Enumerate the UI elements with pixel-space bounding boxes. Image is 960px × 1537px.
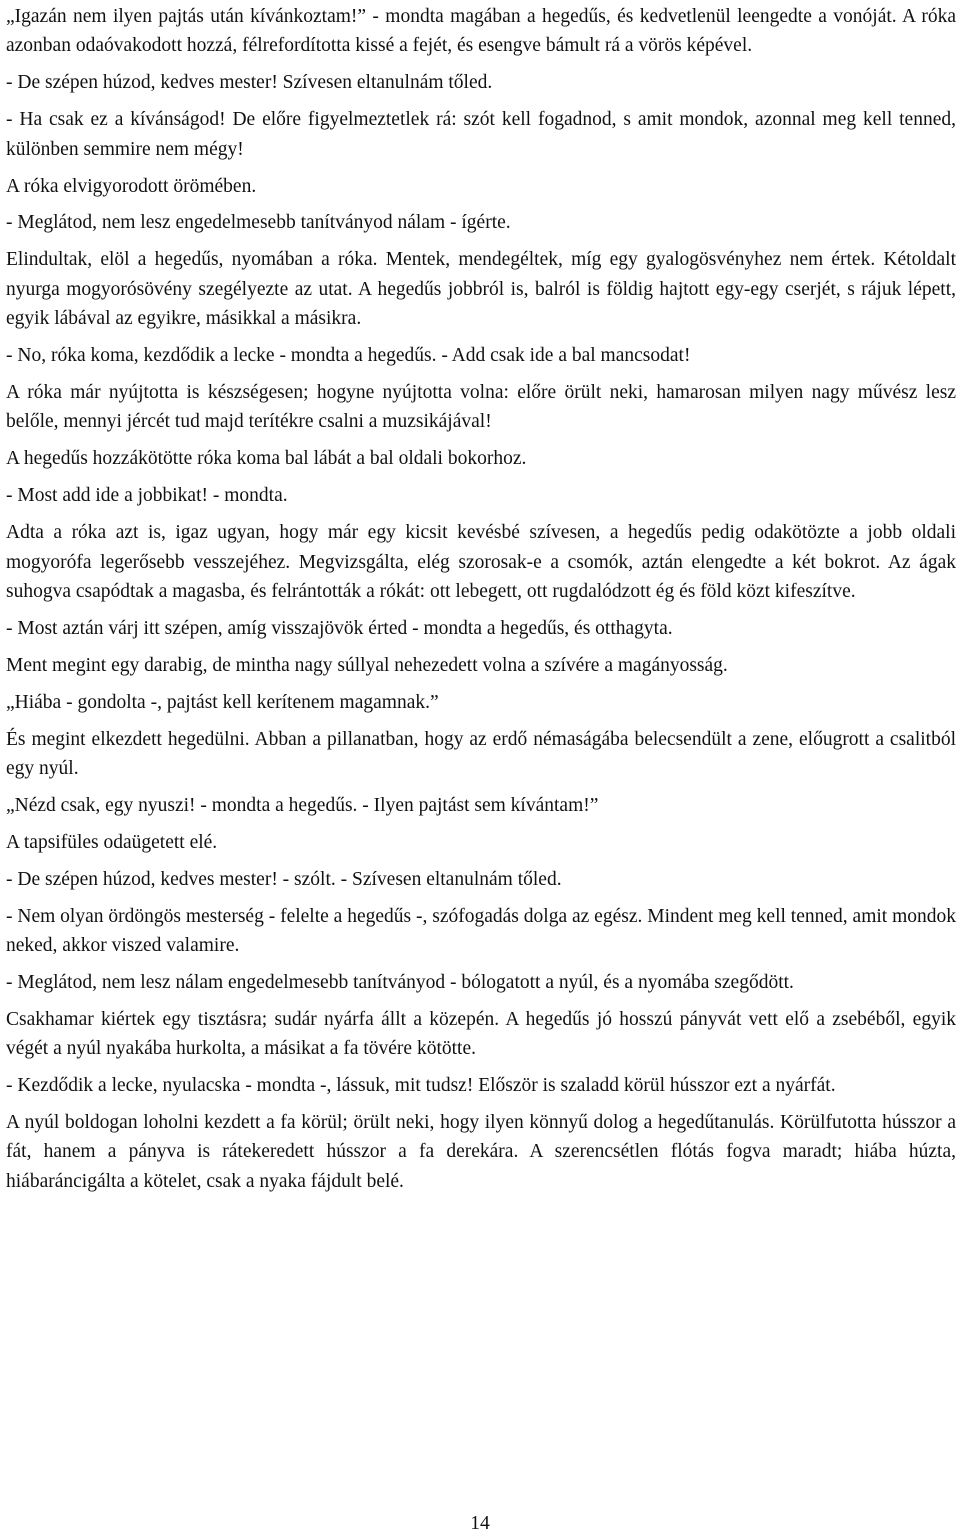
paragraph: - Meglátod, nem lesz engedelmesebb tanítványod nálam - ígérte. <box>6 212 511 234</box>
paragraph: „Nézd csak, egy nyuszi! - mondta a hegedűs. - Ilyen pajtást sem kívántam!” <box>6 794 599 816</box>
paragraph: A róka elvigyorodott örömében. <box>6 175 257 197</box>
paragraph: A hegedűs hozzákötötte róka koma bal lábát a bal oldali bokorhoz. <box>6 448 527 470</box>
paragraph: - De szépen húzod, kedves mester! Szívesen eltanulnám tőled. <box>6 72 493 94</box>
paragraph: - Most add ide a jobbikat! - mondta. <box>6 485 288 507</box>
page-number: 14 <box>470 1513 490 1534</box>
paragraph: - De szépen húzod, kedves mester! - szólt. - Szívesen eltanulnám tőled. <box>6 868 562 890</box>
paragraph: - Nem olyan ördöngös mesterség - felelte a hegedűs -, szófogadás dolga az egész. Mindent meg kell tenned, amit mondok neked, akkor viszed valamire. <box>6 905 956 956</box>
paragraph: Elindultak, elöl a hegedűs, nyomában a róka. Mentek, mendegéltek, míg egy gyalogösvényhez nem értek. Kétoldalt nyurga mogyorósövény szegélyezte az utat. A hegedűs jobbról is, balról is földig hajtott egy-egy cserjét, s rájuk lépett, egyik lábával az egyikre, másikkal a másikra. <box>6 249 956 330</box>
paragraph: Adta a róka azt is, igaz ugyan, hogy már egy kicsit kevésbé szívesen, a hegedűs pedig odakötözte a jobb oldali mogyorófa legerősebb vesszejéhez. Megvizsgálta, elég szorosak-e a csomók, aztán elengedte a két bokrot. Az ágak suhogva csapódtak a magasba, és felrántották a rókát: ott lebegett, ott rugdalódzott ég és föld közt kifeszítve. <box>6 522 956 602</box>
paragraph: - No, róka koma, kezdődik a lecke - mondta a hegedűs. - Add csak ide a bal mancsodat! <box>6 345 691 367</box>
paragraph: - Kezdődik a lecke, nyulacska - mondta -, lássuk, mit tudsz! Először is szaladd körül hússzor ezt a nyárfát. <box>6 1075 836 1097</box>
paragraph: Csakhamar kiértek egy tisztásra; sudár nyárfa állt a közepén. A hegedűs jó hosszú pányvát vett elő a zsebéből, egyik végét a nyúl nyakába hurkolta, a másikat a fa tövére kötötte. <box>6 1008 956 1060</box>
paragraph: - Most aztán várj itt szépen, amíg visszajövök érted - mondta a hegedűs, és otthagyta. <box>6 617 673 639</box>
paragraph: - Meglátod, nem lesz nálam engedelmesebb tanítványod - bólogatott a nyúl, és a nyomába szegődött. <box>6 971 794 993</box>
paragraph: A tapsifüles odaügetett elé. <box>6 831 218 853</box>
paragraph: „Igazán nem ilyen pajtás után kívánkoztam!” - mondta magában a hegedűs, és kedvetlenül leengedte a vonóját. A róka azonban odaóvakodott hozzá, félrefordította kissé a fejét, és esengve bámult rá a vörös képével. <box>6 6 956 57</box>
paragraph: - Ha csak ez a kívánságod! De előre figyelmeztetlek rá: szót kell fogadnod, s amit mondok, azonnal meg kell tenned, különben semmire nem mégy! <box>6 109 956 160</box>
paragraph: Ment megint egy darabig, de mintha nagy súllyal nehezedett volna a szívére a magányosság. <box>6 654 728 676</box>
document-page <box>6 2 956 1204</box>
paragraph: A róka már nyújtotta is készségesen; hogyne nyújtotta volna: előre örült neki, hamarosan milyen nagy művész lesz belőle, mennyi jércét tud majd terítékre csalni a muzsikájával! <box>6 381 956 433</box>
paragraph: „Hiába - gondolta -, pajtást kell kerítenem magamnak.” <box>6 691 439 713</box>
paragraph: A nyúl boldogan loholni kezdett a fa körül; örült neki, hogy ilyen könnyű dolog a hegedűtanulás. Körülfutotta hússzor a fát, hanem a pányva is rátekeredett hússzor a fa derekára. A szerencsétlen flótás fogva maradt; hiába húzta, hiábaráncigálta a kötelet, csak a nyaka fájdult belé. <box>6 1112 956 1192</box>
paragraph: És megint elkezdett hegedülni. Abban a pillanatban, hogy az erdő némaságába belecsendült a zene, előugrott a csalitból egy nyúl. <box>6 728 956 779</box>
